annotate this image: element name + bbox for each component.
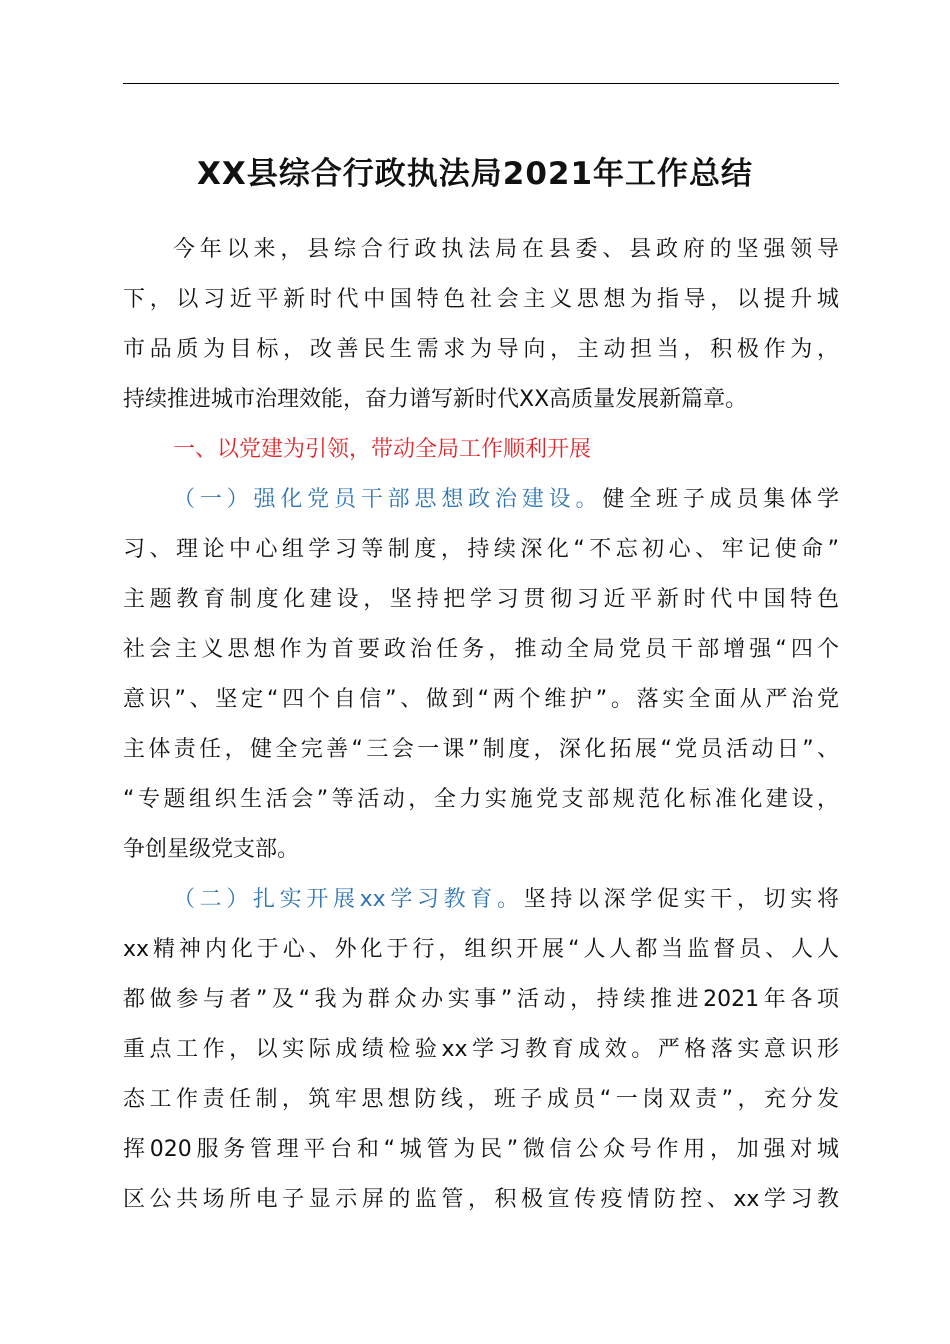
paragraph-line: 主题教育制度化建设，坚持把学习贯彻习近平新时代中国特色 [123, 587, 839, 612]
paragraph-line: 区公共场所电子显示屏的监管，积极宣传疫情防控、xx学习教 [123, 1187, 839, 1212]
paragraph-line: 挥020服务管理平台和“城管为民”微信公众号作用，加强对城 [123, 1137, 839, 1162]
intro-line: 下，以习近平新时代中国特色社会主义思想为指导，以提升城 [123, 287, 839, 312]
document-body [123, 225, 839, 1225]
subsection-heading: （一）强化党员干部思想政治建设。 [173, 487, 603, 512]
paragraph-line: 意识”、坚定“四个自信”、做到“两个维护”。落实全面从严治党 [123, 687, 839, 712]
paragraph-line: 争创星级党支部。 [123, 837, 300, 862]
paragraph-line: “专题组织生活会”等活动，全力实施党支部规范化标准化建设， [123, 787, 839, 812]
subsection-text: 健全班子成员集体学 [602, 487, 839, 512]
section-heading: 一、以党建为引领，带动全局工作顺利开展 [173, 437, 592, 462]
intro-line: 今年以来，县综合行政执法局在县委、县政府的坚强领导 [173, 237, 839, 262]
document-title: XX县综合行政执法局2021年工作总结 [196, 156, 754, 192]
paragraph-line: xx精神内化于心、外化于行，组织开展“人人都当监督员、人人 [123, 937, 839, 962]
paragraph-line: 主体责任，健全完善“三会一课”制度，深化拓展“党员活动日”、 [123, 737, 839, 762]
intro-line: 市品质为目标，改善民生需求为导向，主动担当，积极作为， [123, 337, 839, 362]
intro-line: 持续推进城市治理效能，奋力谱写新时代XX高质量发展新篇章。 [123, 387, 748, 412]
paragraph-line: 习、理论中心组学习等制度，持续深化“不忘初心、牢记使命” [123, 537, 839, 562]
paragraph-line: 重点工作，以实际成绩检验xx学习教育成效。严格落实意识形 [123, 1037, 839, 1062]
subsection-first-line [123, 475, 839, 525]
subsection-text: 坚持以深学促实干，切实将 [523, 887, 839, 912]
paragraph-line: 都做参与者”及“我为群众办实事”活动，持续推进2021年各项 [123, 987, 839, 1012]
paragraph-line: 社会主义思想作为首要政治任务，推动全局党员干部增强“四个 [123, 637, 839, 662]
paragraph-line: 态工作责任制，筑牢思想防线，班子成员“一岗双责”，充分发 [123, 1087, 840, 1112]
subsection-heading: （二）扎实开展xx学习教育。 [173, 887, 524, 912]
header-rule [123, 83, 839, 84]
subsection-first-line [123, 875, 839, 925]
